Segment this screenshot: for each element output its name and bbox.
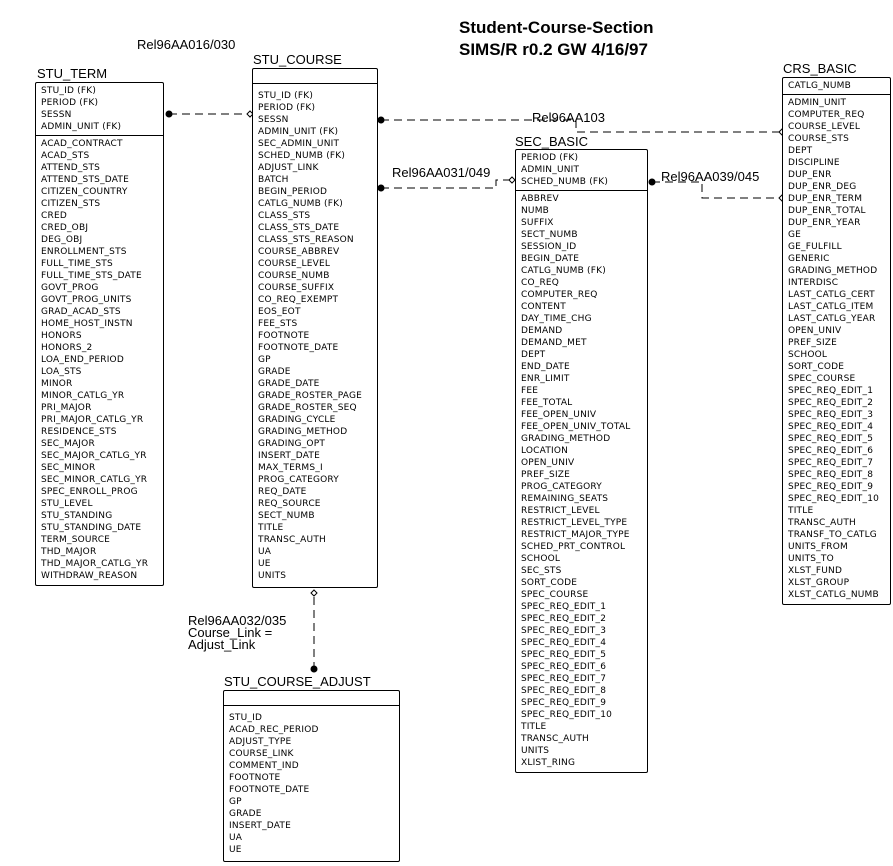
- attribute-row: SPEC_REQ_EDIT_5: [788, 434, 874, 444]
- attribute-row: CO_REQ_EXEMPT: [258, 295, 339, 305]
- attribute-row: DEG_OBJ: [41, 235, 83, 245]
- attribute-row: HOME_HOST_INSTN: [41, 319, 133, 329]
- attribute-row: SPEC_REQ_EDIT_5: [521, 650, 607, 660]
- attribute-row: STU_LEVEL: [41, 499, 93, 509]
- attribute-row: REQ_DATE: [258, 487, 307, 497]
- attribute-row: PERIOD (FK): [521, 153, 579, 163]
- attribute-row: THD_MAJOR: [41, 547, 97, 557]
- attribute-row: SPEC_COURSE: [788, 374, 856, 384]
- attribute-row: ADJUST_TYPE: [229, 737, 292, 747]
- attribute-row: BATCH: [258, 175, 289, 185]
- attribute-row: TITLE: [521, 722, 547, 732]
- attribute-row: ENR_LIMIT: [521, 374, 570, 384]
- attribute-row: DUP_ENR_DEG: [788, 182, 857, 192]
- attribute-row: GE_FULFILL: [788, 242, 842, 252]
- sec-basic-attributes: [516, 191, 647, 771]
- attribute-row: UA: [258, 547, 272, 557]
- entity-sec-basic[interactable]: [515, 149, 648, 773]
- attribute-row: GRADE_ROSTER_SEQ: [258, 403, 357, 413]
- stu-course-keys: [253, 69, 377, 84]
- attribute-row: UNITS: [521, 746, 550, 756]
- attribute-row: FEE: [521, 386, 539, 396]
- attribute-row: DEMAND: [521, 326, 563, 336]
- attribute-row: SPEC_REQ_EDIT_6: [788, 446, 874, 456]
- attribute-row: SPEC_ENROLL_PROG: [41, 487, 138, 497]
- attribute-row: PERIOD (FK): [258, 103, 316, 113]
- entity-stu-term[interactable]: [35, 82, 164, 586]
- diagram-title: Student-Course-Section: [459, 18, 654, 37]
- attribute-row: SORT_CODE: [521, 578, 578, 588]
- entity-name-stu-term: STU_TERM: [37, 66, 108, 81]
- attribute-row: LAST_CATLG_ITEM: [788, 302, 874, 312]
- rel-label-032: Rel96AA032/035: [188, 613, 287, 628]
- attribute-row: SPEC_REQ_EDIT_6: [521, 662, 607, 672]
- attribute-row: TRANSC_AUTH: [788, 518, 856, 528]
- entity-stu-course[interactable]: [252, 68, 378, 588]
- attribute-row: STU_ID: [229, 713, 263, 723]
- attribute-row: OPEN_UNIV: [788, 326, 842, 336]
- attribute-row: RESTRICT_LEVEL_TYPE: [521, 518, 628, 528]
- attribute-row: PERIOD (FK): [41, 98, 99, 108]
- attribute-row: DEMAND_MET: [521, 338, 587, 348]
- rel-stu-term-stu-course[interactable]: [166, 111, 254, 118]
- attribute-row: GRADING_METHOD: [521, 434, 611, 444]
- attribute-row: FULL_TIME_STS_DATE: [41, 271, 142, 281]
- attribute-row: CATLG_NUMB: [788, 81, 851, 91]
- attribute-row: COURSE_ABBREV: [258, 247, 340, 257]
- attribute-row: SPEC_REQ_EDIT_4: [521, 638, 607, 648]
- entity-stu-course-adjust[interactable]: [223, 690, 400, 862]
- sec-basic-keys: [516, 150, 647, 191]
- attribute-row: GRADING_METHOD: [788, 266, 878, 276]
- attribute-row: OPEN_UNIV: [521, 458, 575, 468]
- attribute-row: GRADING_METHOD: [258, 427, 348, 437]
- attribute-row: CATLG_NUMB (FK): [521, 266, 606, 276]
- attribute-row: ADMIN_UNIT (FK): [41, 122, 122, 132]
- diagram-subtitle: SIMS/R r0.2 GW 4/16/97: [459, 40, 648, 59]
- attribute-row: GOVT_PROG: [41, 283, 99, 293]
- attribute-row: DEPT: [521, 350, 546, 360]
- rel-label-103: Rel96AA103: [532, 110, 605, 125]
- attribute-row: ACAD_CONTRACT: [41, 139, 123, 149]
- attribute-row: CLASS_STS_DATE: [258, 223, 340, 233]
- attribute-row: GOVT_PROG_UNITS: [41, 295, 132, 305]
- attribute-row: LOA_END_PERIOD: [41, 355, 124, 365]
- attribute-row: SPEC_REQ_EDIT_8: [788, 470, 874, 480]
- attribute-row: SCHED_PRT_CONTROL: [521, 542, 626, 552]
- attribute-row: MINOR: [41, 379, 73, 389]
- attribute-row: GP: [258, 355, 271, 365]
- rel-label-032-adjust-link: Adjust_Link: [188, 637, 256, 652]
- attribute-row: RESTRICT_MAJOR_TYPE: [521, 530, 630, 540]
- attribute-row: INSERT_DATE: [229, 821, 291, 831]
- attribute-row: TRANSC_AUTH: [258, 535, 326, 545]
- attribute-row: GRAD_ACAD_STS: [41, 307, 121, 317]
- attribute-row: SPEC_REQ_EDIT_1: [788, 386, 874, 396]
- attribute-row: SEC_MINOR_CATLG_YR: [41, 475, 148, 485]
- attribute-row: ACAD_STS: [41, 151, 90, 161]
- crs-basic-attributes: [783, 95, 890, 603]
- attribute-row: ABBREV: [521, 194, 559, 204]
- rel-label-039: Rel96AA039/045: [661, 169, 760, 184]
- attribute-row: SPEC_REQ_EDIT_7: [788, 458, 874, 468]
- attribute-row: TITLE: [258, 523, 284, 533]
- attribute-row: REQ_SOURCE: [258, 499, 321, 509]
- attribute-row: DEPT: [788, 146, 813, 156]
- attribute-row: SESSN: [41, 110, 72, 120]
- attribute-row: SPEC_REQ_EDIT_7: [521, 674, 607, 684]
- attribute-row: FEE_OPEN_UNIV: [521, 410, 597, 420]
- attribute-row: GRADE_DATE: [258, 379, 320, 389]
- attribute-row: GRADING_OPT: [258, 439, 326, 449]
- attribute-row: STU_STANDING_DATE: [41, 523, 142, 533]
- attribute-row: XLST_GROUP: [788, 578, 850, 588]
- attribute-row: CLASS_STS_REASON: [258, 235, 354, 245]
- attribute-row: SPEC_REQ_EDIT_10: [788, 494, 880, 504]
- attribute-row: COURSE_LEVEL: [788, 122, 861, 132]
- attribute-row: COURSE_LINK: [229, 749, 294, 759]
- attribute-row: GP: [229, 797, 242, 807]
- attribute-row: GE: [788, 230, 802, 240]
- attribute-row: SPEC_REQ_EDIT_2: [788, 398, 874, 408]
- attribute-row: PREF_SIZE: [788, 338, 838, 348]
- attribute-row: THD_MAJOR_CATLG_YR: [41, 559, 149, 569]
- entity-crs-basic[interactable]: [782, 77, 891, 605]
- attribute-row: LAST_CATLG_CERT: [788, 290, 875, 300]
- attribute-row: SPEC_REQ_EDIT_9: [788, 482, 874, 492]
- attribute-row: INTERDISC: [788, 278, 839, 288]
- rel-label-016: Rel96AA016/030: [137, 37, 236, 52]
- attribute-row: SPEC_COURSE: [521, 590, 589, 600]
- attribute-row: NUMB: [521, 206, 550, 216]
- attribute-row: RESIDENCE_STS: [41, 427, 117, 437]
- attribute-row: SPEC_REQ_EDIT_8: [521, 686, 607, 696]
- attribute-row: TITLE: [788, 506, 814, 516]
- attribute-row: SECT_NUMB: [521, 230, 578, 240]
- stu-term-keys: [36, 83, 163, 136]
- attribute-row: ADJUST_LINK: [258, 163, 319, 173]
- attribute-row: CITIZEN_COUNTRY: [41, 187, 128, 197]
- attribute-row: ENROLLMENT_STS: [41, 247, 127, 257]
- stu-course-attributes: [253, 84, 377, 584]
- attribute-row: REMAINING_SEATS: [521, 494, 609, 504]
- attribute-row: CONTENT: [521, 302, 566, 312]
- attribute-row: CRED: [41, 211, 67, 221]
- attribute-row: SPEC_REQ_EDIT_4: [788, 422, 874, 432]
- attribute-row: SPEC_REQ_EDIT_10: [521, 710, 613, 720]
- attribute-row: PROG_CATEGORY: [521, 482, 602, 492]
- attribute-row: SESSN: [258, 115, 289, 125]
- attribute-row: BEGIN_DATE: [521, 254, 580, 264]
- attribute-row: TRANSC_AUTH: [521, 734, 589, 744]
- attribute-row: SEC_MAJOR: [41, 439, 95, 449]
- attribute-row: COURSE_LEVEL: [258, 259, 331, 269]
- attribute-row: INSERT_DATE: [258, 451, 320, 461]
- attribute-row: STU_ID (FK): [41, 86, 97, 96]
- crs-basic-keys: [783, 78, 890, 95]
- attribute-row: XLST_FUND: [788, 566, 843, 576]
- attribute-row: SECT_NUMB: [258, 511, 315, 521]
- attribute-row: SPEC_REQ_EDIT_2: [521, 614, 607, 624]
- attribute-row: TERM_SOURCE: [41, 535, 111, 545]
- attribute-row: SORT_CODE: [788, 362, 845, 372]
- attribute-row: MINOR_CATLG_YR: [41, 391, 125, 401]
- attribute-row: FEE_TOTAL: [521, 398, 573, 408]
- attribute-row: MAX_TERMS_I: [258, 463, 323, 473]
- attribute-row: ADMIN_UNIT: [521, 165, 580, 175]
- attribute-row: SESSION_ID: [521, 242, 577, 252]
- attribute-row: ADMIN_UNIT (FK): [258, 127, 339, 137]
- attribute-row: COMPUTER_REQ: [521, 290, 598, 300]
- attribute-row: FOOTNOTE_DATE: [229, 785, 310, 795]
- attribute-row: SPEC_REQ_EDIT_3: [788, 410, 874, 420]
- rel-label-031: Rel96AA031/049: [392, 165, 491, 180]
- attribute-row: SEC_ADMIN_UNIT: [258, 139, 340, 149]
- stu-term-attributes: [36, 136, 163, 584]
- attribute-row: LOCATION: [521, 446, 569, 456]
- attribute-row: SPEC_REQ_EDIT_3: [521, 626, 607, 636]
- attribute-row: GRADING_CYCLE: [258, 415, 336, 425]
- attribute-row: SEC_STS: [521, 566, 562, 576]
- attribute-row: GRADE: [258, 367, 291, 377]
- attribute-row: SCHED_NUMB (FK): [521, 177, 609, 187]
- attribute-row: SPEC_REQ_EDIT_1: [521, 602, 607, 612]
- attribute-row: FEE_STS: [258, 319, 298, 329]
- attribute-row: GENERIC: [788, 254, 830, 264]
- attribute-row: SEC_MINOR: [41, 463, 96, 473]
- attribute-row: CITIZEN_STS: [41, 199, 101, 209]
- stu-course-adjust-keys: [224, 691, 399, 706]
- attribute-row: UE: [229, 845, 242, 855]
- attribute-row: WITHDRAW_REASON: [41, 571, 138, 581]
- attribute-row: ADMIN_UNIT: [788, 98, 847, 108]
- attribute-row: COMMENT_IND: [229, 761, 299, 771]
- attribute-row: END_DATE: [521, 362, 570, 372]
- attribute-row: STU_ID (FK): [258, 91, 314, 101]
- attribute-row: HONORS_2: [41, 343, 93, 353]
- attribute-row: UA: [229, 833, 243, 843]
- attribute-row: LAST_CATLG_YEAR: [788, 314, 876, 324]
- rel-stu-course-adjust[interactable]: [311, 590, 318, 673]
- attribute-row: HONORS: [41, 331, 82, 341]
- attribute-row: STU_STANDING: [41, 511, 113, 521]
- attribute-row: CO_REQ: [521, 278, 560, 288]
- entity-name-crs-basic: CRS_BASIC: [783, 61, 857, 76]
- entity-name-stu-course-adjust: STU_COURSE_ADJUST: [224, 674, 371, 689]
- attribute-row: PROG_CATEGORY: [258, 475, 339, 485]
- attribute-row: SEC_MAJOR_CATLG_YR: [41, 451, 147, 461]
- attribute-row: SPEC_REQ_EDIT_9: [521, 698, 607, 708]
- attribute-row: DISCIPLINE: [788, 158, 840, 168]
- attribute-row: XLIST_RING: [521, 758, 576, 768]
- attribute-row: COURSE_SUFFIX: [258, 283, 335, 293]
- attribute-row: UNITS: [258, 571, 287, 581]
- attribute-row: LOA_STS: [41, 367, 82, 377]
- attribute-row: DUP_ENR_TERM: [788, 194, 863, 204]
- rel-label-032-course-link: Course_Link =: [188, 625, 273, 640]
- attribute-row: GRADE_ROSTER_PAGE: [258, 391, 363, 401]
- attribute-row: DUP_ENR_YEAR: [788, 218, 861, 228]
- attribute-row: XLST_CATLG_NUMB: [788, 590, 879, 600]
- attribute-row: ATTEND_STS: [41, 163, 101, 173]
- attribute-row: DAY_TIME_CHG: [521, 314, 592, 324]
- attribute-row: FOOTNOTE_DATE: [258, 343, 339, 353]
- attribute-row: CATLG_NUMB (FK): [258, 199, 343, 209]
- attribute-row: FEE_OPEN_UNIV_TOTAL: [521, 422, 631, 432]
- attribute-row: FOOTNOTE: [258, 331, 310, 341]
- attribute-row: FOOTNOTE: [229, 773, 281, 783]
- attribute-row: GRADE: [229, 809, 262, 819]
- attribute-row: TRANSF_TO_CATLG: [788, 530, 877, 540]
- stu-course-adjust-attributes: [224, 706, 399, 858]
- attribute-row: ACAD_REC_PERIOD: [229, 725, 319, 735]
- attribute-row: FULL_TIME_STS: [41, 259, 113, 269]
- attribute-row: EOS_EOT: [258, 307, 301, 317]
- attribute-row: CRED_OBJ: [41, 223, 89, 233]
- attribute-row: COMPUTER_REQ: [788, 110, 865, 120]
- attribute-row: UNITS_TO: [788, 554, 834, 564]
- attribute-row: SCHED_NUMB (FK): [258, 151, 346, 161]
- attribute-row: SCHOOL: [788, 350, 828, 360]
- attribute-row: PRI_MAJOR_CATLG_YR: [41, 415, 144, 425]
- attribute-row: ATTEND_STS_DATE: [41, 175, 129, 185]
- attribute-row: UNITS_FROM: [788, 542, 848, 552]
- attribute-row: RESTRICT_LEVEL: [521, 506, 600, 516]
- attribute-row: PRI_MAJOR: [41, 403, 92, 413]
- attribute-row: PREF_SIZE: [521, 470, 571, 480]
- attribute-row: COURSE_NUMB: [258, 271, 330, 281]
- attribute-row: SUFFIX: [521, 218, 554, 228]
- attribute-row: UE: [258, 559, 271, 569]
- entity-name-stu-course: STU_COURSE: [253, 52, 342, 67]
- attribute-row: COURSE_STS: [788, 134, 850, 144]
- attribute-row: BEGIN_PERIOD: [258, 187, 328, 197]
- attribute-row: SCHOOL: [521, 554, 561, 564]
- attribute-row: DUP_ENR_TOTAL: [788, 206, 866, 216]
- attribute-row: CLASS_STS: [258, 211, 311, 221]
- attribute-row: DUP_ENR: [788, 170, 832, 180]
- entity-name-sec-basic: SEC_BASIC: [515, 134, 588, 149]
